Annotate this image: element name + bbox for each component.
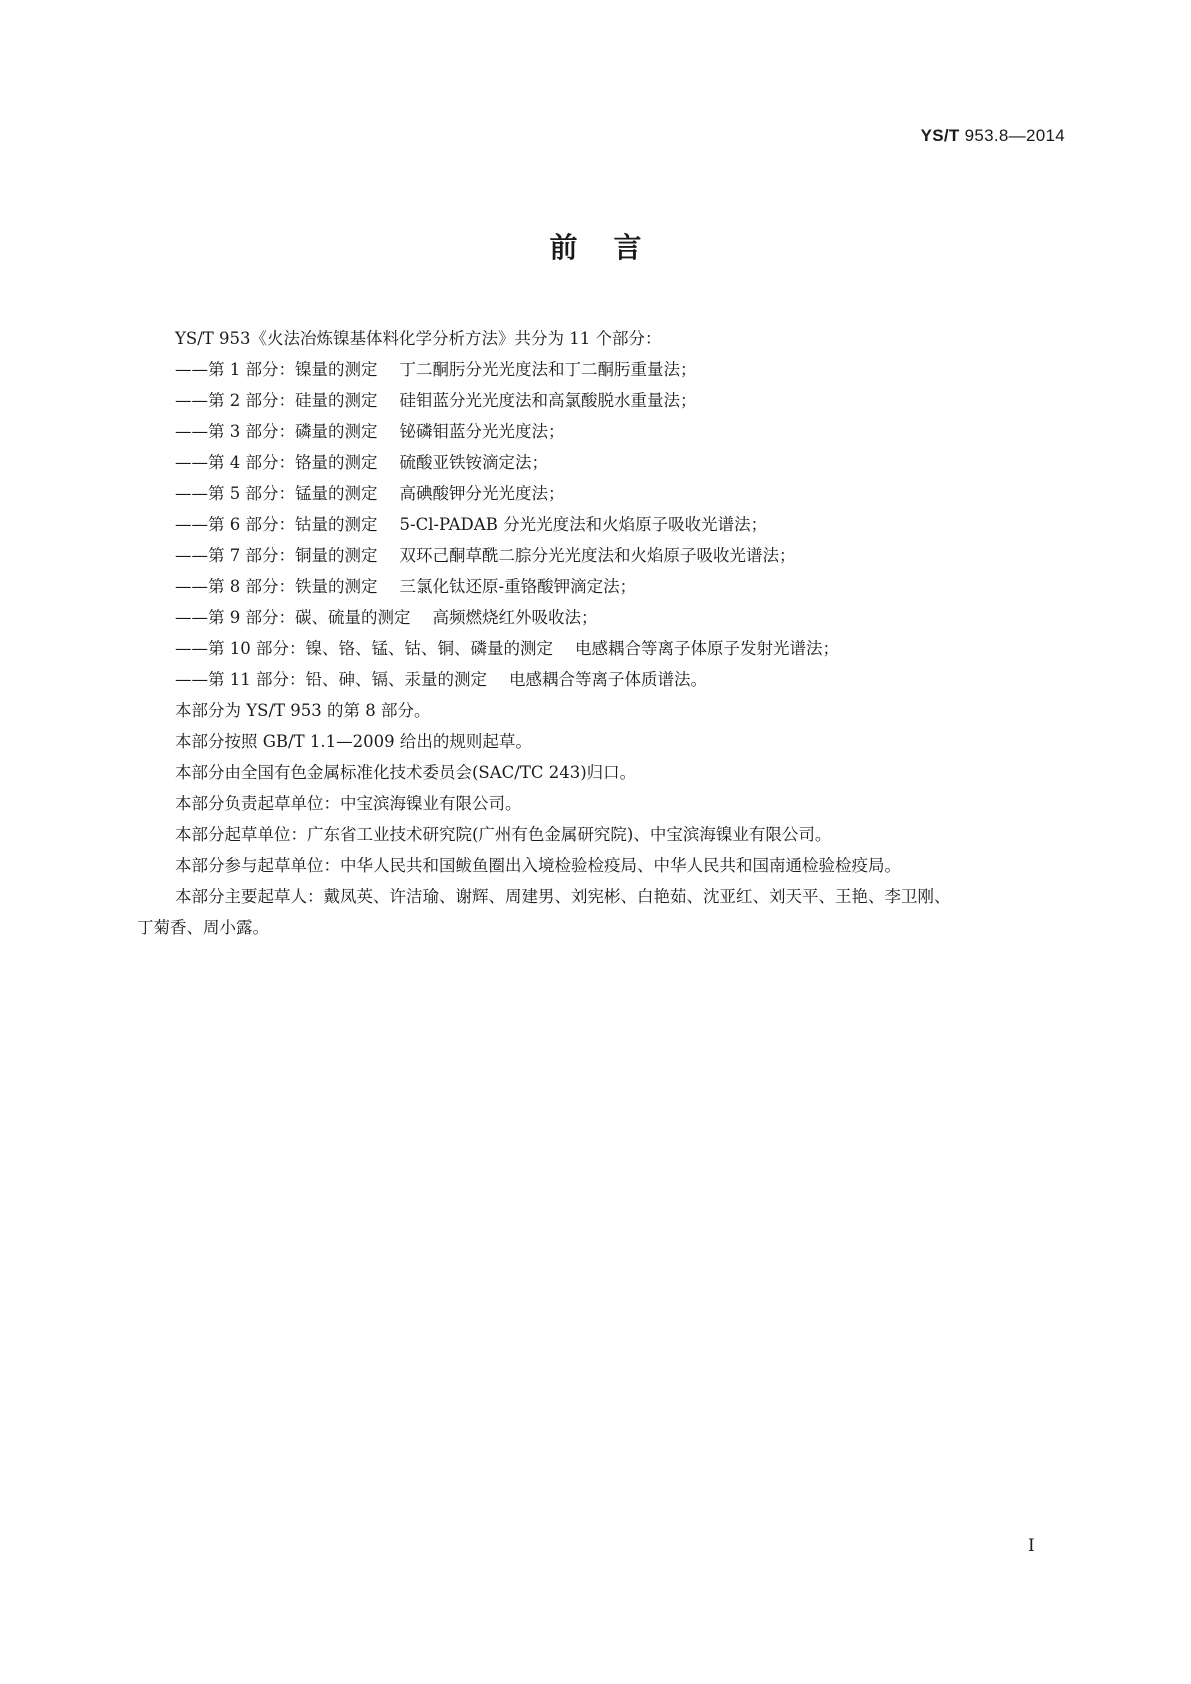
page-number: I — [1028, 1536, 1035, 1556]
part-label: ——第 2 部分：硅量的测定 — [175, 391, 378, 410]
page-heading: 前言 — [549, 231, 678, 264]
standard-prefix: YS/T — [920, 126, 960, 145]
part-item — [137, 354, 1057, 385]
paragraph-committee: 本部分由全国有色金属标准化技术委员会(SAC/TC 243)归口。 — [175, 763, 637, 782]
paragraph-drafters-continued: 丁菊香、周小露。 — [137, 918, 269, 937]
part-item — [137, 540, 1057, 571]
part-label: ——第 10 部分：镍、铬、锰、钴、铜、磷量的测定 — [175, 639, 553, 658]
paragraph-drafting-rules: 本部分按照 GB/T 1.1—2009 给出的规则起草。 — [175, 732, 532, 751]
paragraph-participating-units: 本部分参与起草单位：中华人民共和国鲅鱼圈出入境检验检疫局、中华人民共和国南通检验检疫局。 — [175, 856, 901, 875]
part-label: ——第 9 部分：碳、硫量的测定 — [175, 608, 411, 627]
part-label: ——第 8 部分：铁量的测定 — [175, 577, 378, 596]
part-item — [137, 633, 1057, 664]
part-method: 硅钼蓝分光光度法和高氯酸脱水重量法； — [399, 391, 697, 410]
paragraph-drafting-units: 本部分起草单位：广东省工业技术研究院(广州有色金属研究院)、中宝滨海镍业有限公司。 — [175, 825, 832, 844]
part-method: 铋磷钼蓝分光光度法； — [399, 422, 565, 441]
part-item — [137, 509, 1057, 540]
part-item — [137, 664, 1057, 695]
part-method: 5-Cl-PADAB 分光光度法和火焰原子吸收光谱法； — [399, 515, 768, 534]
part-item — [137, 416, 1057, 447]
part-method: 三氯化钛还原-重铬酸钾滴定法； — [399, 577, 637, 596]
part-method: 双环己酮草酰二腙分光光度法和火焰原子吸收光谱法； — [399, 546, 796, 565]
foreword-body — [137, 323, 1057, 943]
part-method: 电感耦合等离子体质谱法。 — [509, 670, 707, 689]
paragraph-responsible-unit: 本部分负责起草单位：中宝滨海镍业有限公司。 — [175, 794, 522, 813]
part-label: ——第 7 部分：铜量的测定 — [175, 546, 378, 565]
part-method: 电感耦合等离子体原子发射光谱法； — [575, 639, 839, 658]
part-label: ——第 11 部分：铅、砷、镉、汞量的测定 — [175, 670, 487, 689]
part-item — [137, 385, 1057, 416]
part-item — [137, 478, 1057, 509]
part-label: ——第 6 部分：钴量的测定 — [175, 515, 378, 534]
standard-number: 953.8—2014 — [964, 126, 1065, 145]
part-label: ——第 4 部分：铬量的测定 — [175, 453, 378, 472]
part-label: ——第 1 部分：镍量的测定 — [175, 360, 378, 379]
part-item — [137, 602, 1057, 633]
part-label: ——第 5 部分：锰量的测定 — [175, 484, 378, 503]
intro-paragraph: YS/T 953《火法冶炼镍基体料化学分析方法》共分为 11 个部分： — [175, 329, 662, 348]
part-method: 丁二酮肟分光光度法和丁二酮肟重量法； — [399, 360, 697, 379]
paragraph-part-number: 本部分为 YS/T 953 的第 8 部分。 — [175, 701, 431, 720]
part-item — [137, 447, 1057, 478]
part-method: 高频燃烧红外吸收法； — [432, 608, 598, 627]
part-label: ——第 3 部分：磷量的测定 — [175, 422, 378, 441]
part-method: 硫酸亚铁铵滴定法； — [399, 453, 548, 472]
standard-code — [921, 126, 1065, 146]
part-method: 高碘酸钾分光光度法； — [399, 484, 565, 503]
part-item — [137, 571, 1057, 602]
paragraph-drafters: 本部分主要起草人：戴凤英、许洁瑜、谢辉、周建男、刘宪彬、白艳茹、沈亚红、刘天平、王艳、李卫刚、 — [175, 887, 951, 906]
